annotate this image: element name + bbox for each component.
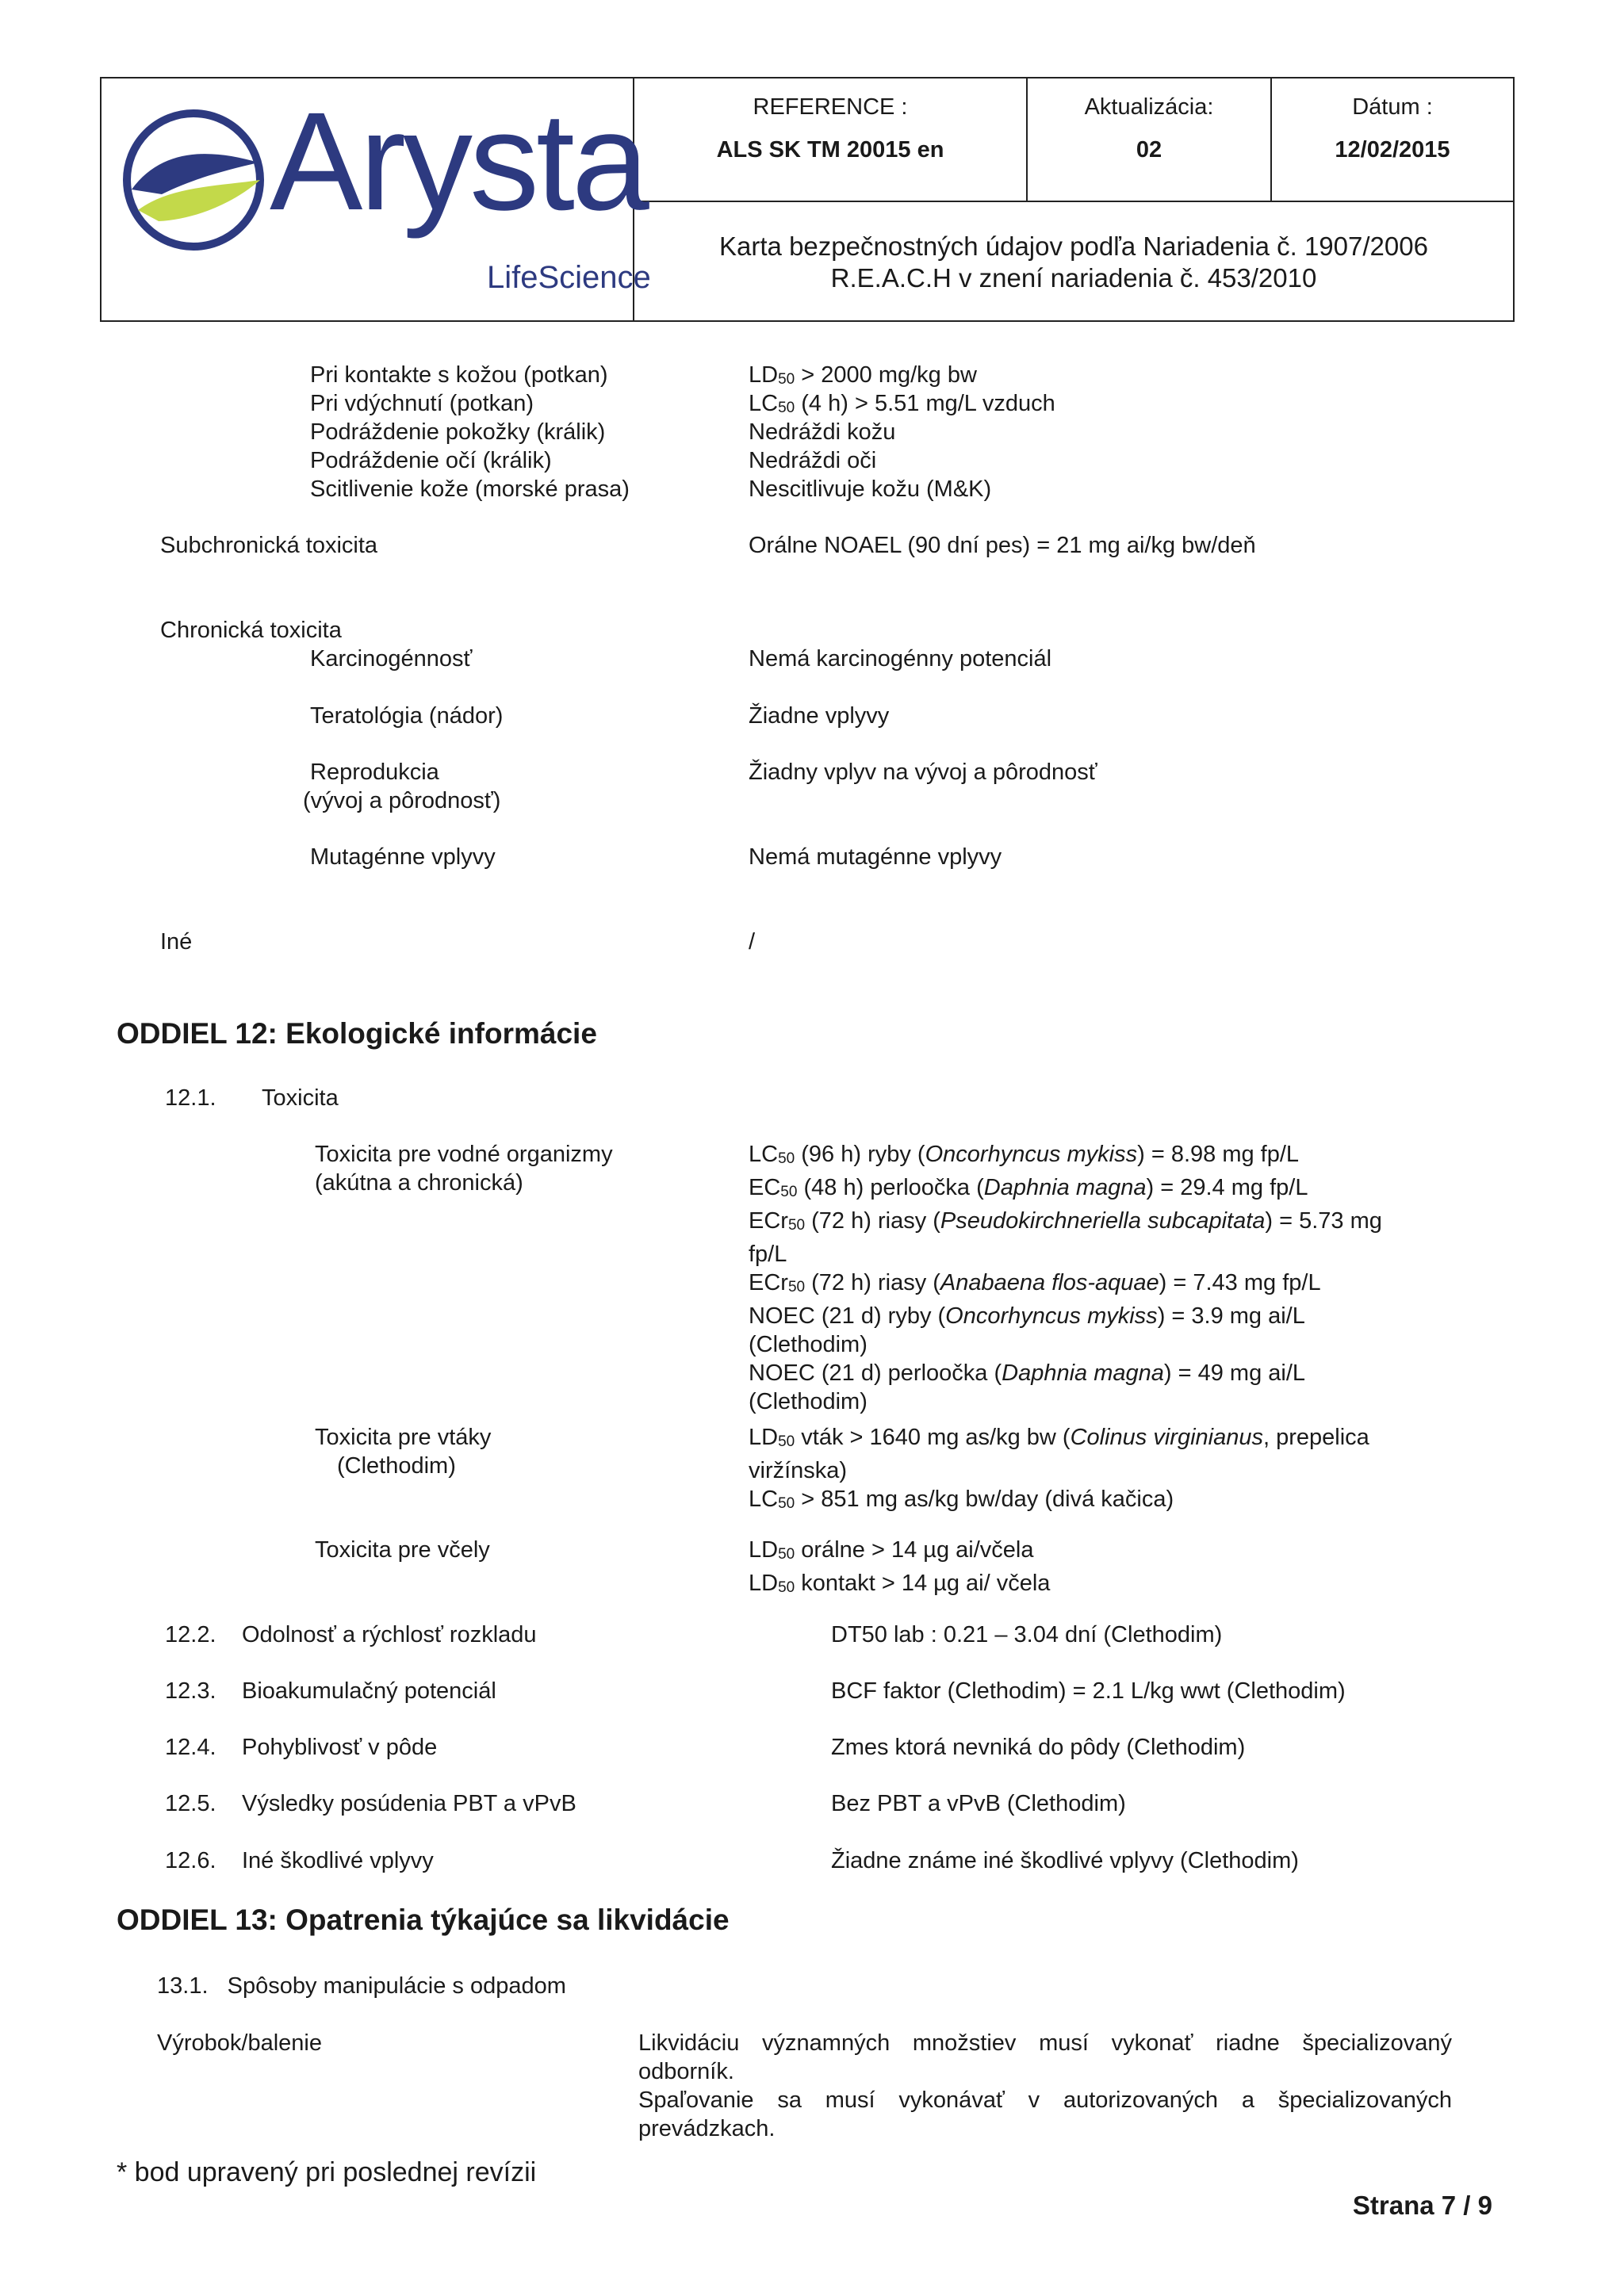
reference-label: REFERENCE : — [753, 94, 908, 120]
aquatic-values: $LC_{50}$ (96 h) ryby (Oncorhyncus mykiss) = 8.98 mg fp/L $EC_{50}$ (48 h) perloočka (Daphnia magna) = 29.4 mg fp/L ECr$_{50}$ (72 h) riasy (Pseudokirchneriella subcapitata) = 5.73 mg fp/L ECr$_{50}$ (72 h) riasy (Anabaena flos-aquae) = 7.43 mg fp/L NOEC (21 d) ryby (Oncorhyncus mykiss) = 3.9 mg ai/L (Clethodim) NOEC (21 d) perloočka (Daphnia magna) = 49 mg ai/L (Clethodim) — [749, 1142, 1382, 1414]
page-number: Strana 7 / 9 — [1352, 2191, 1492, 2220]
s12-item-label: Pohyblivosť v pôde — [242, 1735, 438, 1760]
aquatic-label-sub: (akútna a chronická) — [315, 1170, 523, 1196]
acute-label: Podráždenie pokožky (králik) — [310, 419, 606, 445]
date-label: Dátum : — [1352, 94, 1433, 120]
birds-label-sub: (Clethodim) — [337, 1453, 456, 1479]
logo-emblem-icon — [114, 101, 273, 259]
s12-item-number: 12.5. — [165, 1791, 216, 1816]
s12-item-value: Bez PBT a vPvB (Clethodim) — [831, 1791, 1126, 1816]
carcinogenicity-label: Karcinogénnosť — [310, 646, 473, 672]
s12-item-value: Žiadne známe iné škodlivé vplyvy (Clethodim) — [831, 1848, 1299, 1873]
logo-sub-text: LifeScience — [487, 260, 651, 295]
s12-item-label: Výsledky posúdenia PBT a vPvB — [242, 1791, 576, 1816]
company-logo — [114, 84, 651, 307]
section12-title: ODDIEL 12: Ekologické informácie — [117, 1017, 597, 1050]
s12-item-label: Odolnosť a rýchlosť rozkladu — [242, 1622, 537, 1647]
birds-values: $LD_{50}$ vták > 1640 mg as/kg bw (Colinus virginianus, prepelica viržínska) $LC_{50} > 851$ mg as/kg bw/day (divá kačica) — [749, 1425, 1369, 1512]
acute-value: $LC_{50}$ (4 h) > 5.51 mg/L vzduch — [749, 391, 1055, 416]
disposal-text-1: Likvidáciu významných množstiev musí vykonať riadne špecializovaný — [638, 2030, 1452, 2056]
revision-note: * bod upravený pri poslednej revízii — [117, 2157, 537, 2187]
header-title-line2: R.E.A.C.H v znení nariadenia č. 453/2010 — [830, 263, 1317, 293]
acute-label: Scitlivenie kože (morské prasa) — [310, 476, 630, 502]
teratology-label: Teratológia (nádor) — [310, 703, 504, 729]
birds-label: Toxicita pre vtáky — [315, 1425, 492, 1450]
update-value: 02 — [1136, 137, 1162, 163]
s121-number: 12.1. — [165, 1085, 216, 1111]
header-title-line1: Karta bezpečnostných údajov podľa Nariadenia č. 1907/2006 — [719, 232, 1428, 261]
acute-label: Pri vdýchnutí (potkan) — [310, 391, 534, 416]
disposal-text-2b: prevádzkach. — [638, 2116, 776, 2141]
subchronic-value: Orálne NOAEL (90 dní pes) = 21 mg ai/kg bw/deň — [749, 533, 1256, 558]
s131-heading: 13.1. Spôsoby manipulácie s odpadom — [157, 1973, 566, 1999]
acute-value: Nescitlivuje kožu (M&K) — [749, 476, 992, 502]
chronic-label: Chronická toxicita — [160, 618, 342, 643]
s12-item-value: Zmes ktorá nevniká do pôdy (Clethodim) — [831, 1735, 1246, 1760]
reproduction-value: Žiadny vplyv na vývoj a pôrodnosť — [749, 760, 1097, 785]
s12-item-value: BCF faktor (Clethodim) = 2.1 L/kg wwt (Clethodim) — [831, 1678, 1346, 1704]
acute-label: Pri kontakte s kožou (potkan) — [310, 362, 608, 388]
acute-value: $LD_{50} > 2000$ mg/kg bw — [749, 362, 977, 388]
other-value: / — [749, 929, 756, 955]
reference-value: ALS SK TM 20015 en — [716, 137, 944, 163]
reproduction-label: Reprodukcia — [310, 760, 439, 785]
product-label: Výrobok/balenie — [157, 2030, 322, 2056]
acute-label: Podráždenie očí (králik) — [310, 448, 552, 473]
bees-values: $LD_{50}$ orálne > 14 µg ai/včela $LD_{50}$ kontakt > 14 µg ai/ včela — [749, 1537, 1051, 1596]
update-label: Aktualizácia: — [1084, 94, 1214, 120]
s12-item-number: 12.3. — [165, 1678, 216, 1704]
disposal-text-2: Spaľovanie sa musí vykonávať v autorizovaných a špecializovaných — [638, 2087, 1452, 2113]
s12-item-label: Bioakumulačný potenciál — [242, 1678, 496, 1704]
document-header — [100, 77, 1515, 322]
s12-item-number: 12.4. — [165, 1735, 216, 1760]
other-label: Iné — [160, 929, 193, 955]
logo-brand-text: Arysta — [270, 84, 646, 239]
section13-title: ODDIEL 13: Opatrenia týkajúce sa likvidácie — [117, 1904, 730, 1936]
date-value: 12/02/2015 — [1335, 137, 1450, 163]
s12-item-number: 12.6. — [165, 1848, 216, 1873]
reproduction-label-sub: (vývoj a pôrodnosť) — [303, 788, 501, 813]
mutagenic-label: Mutagénne vplyvy — [310, 844, 496, 870]
teratology-value: Žiadne vplyvy — [749, 703, 890, 729]
bees-label: Toxicita pre včely — [315, 1537, 490, 1563]
s12-item-number: 12.2. — [165, 1622, 216, 1647]
s12-item-value: DT50 lab : 0.21 – 3.04 dní (Clethodim) — [831, 1622, 1223, 1647]
disposal-text-1b: odborník. — [638, 2059, 734, 2084]
acute-value: Nedráždi kožu — [749, 419, 896, 445]
carcinogenicity-value: Nemá karcinogénny potenciál — [749, 646, 1052, 672]
aquatic-label: Toxicita pre vodné organizmy — [315, 1142, 613, 1167]
subchronic-label: Subchronická toxicita — [160, 533, 378, 558]
s121-label: Toxicita — [262, 1085, 339, 1111]
s12-item-label: Iné škodlivé vplyvy — [242, 1848, 434, 1873]
acute-value: Nedráždi oči — [749, 448, 877, 473]
mutagenic-value: Nemá mutagénne vplyvy — [749, 844, 1002, 870]
